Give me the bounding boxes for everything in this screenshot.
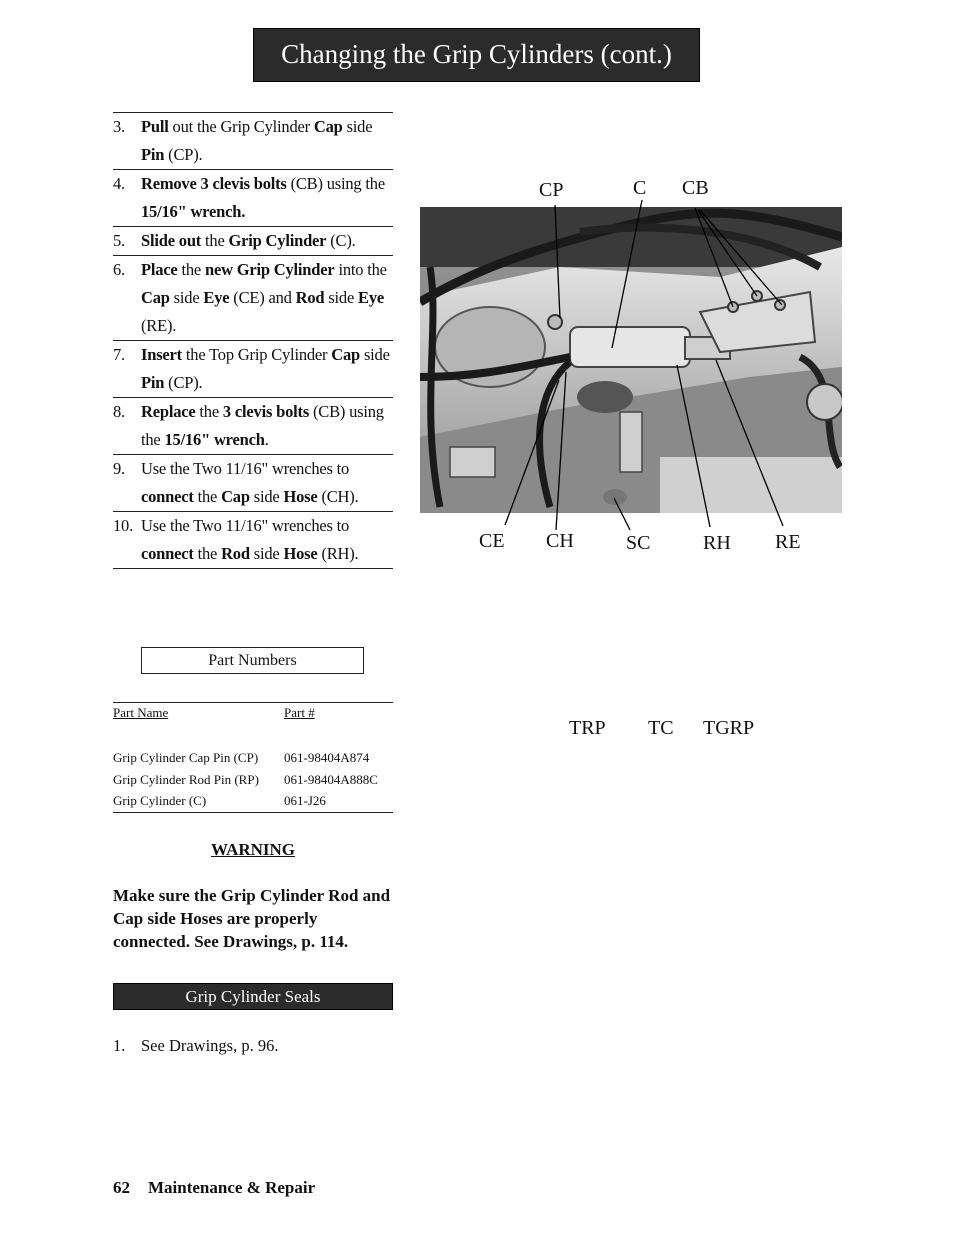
step-number: 1. bbox=[113, 1036, 126, 1055]
step-text: out the Grip Cylinder bbox=[168, 117, 314, 136]
step-emphasis: Hose bbox=[283, 544, 318, 563]
warning-heading: WARNING bbox=[210, 840, 296, 859]
step-text: side bbox=[249, 544, 284, 563]
part-number-cell: 061-98404A888C bbox=[284, 771, 378, 787]
label-trp: TRP bbox=[569, 717, 606, 739]
step-emphasis: 15/16" wrench bbox=[164, 430, 265, 449]
label-sc: SC bbox=[626, 532, 651, 554]
part-number-cell: 061-98404A874 bbox=[284, 750, 370, 765]
step-emphasis: connect bbox=[141, 487, 194, 506]
table-row bbox=[113, 769, 393, 791]
step-text: See Drawings, p. 96. bbox=[141, 1036, 279, 1055]
col-header-part-name: Part Name bbox=[113, 705, 169, 720]
step-emphasis: Pull bbox=[141, 117, 169, 136]
table-row bbox=[113, 790, 393, 812]
step-text: the bbox=[193, 487, 222, 506]
table-row bbox=[113, 747, 393, 769]
step-number: 7. bbox=[113, 345, 125, 364]
step-number: 5. bbox=[113, 231, 125, 250]
part-numbers-table bbox=[113, 702, 393, 813]
step-text: the Top Grip Cylinder bbox=[181, 345, 332, 364]
step-item bbox=[113, 511, 393, 569]
section-name: Maintenance & Repair bbox=[148, 1178, 316, 1197]
step-number: 6. bbox=[113, 260, 125, 279]
step-item bbox=[113, 340, 393, 397]
instruction-steps bbox=[113, 112, 393, 569]
step-text: (CP). bbox=[164, 145, 203, 164]
step-item bbox=[113, 255, 393, 340]
part-number-cell: 061-J26 bbox=[284, 793, 326, 808]
step-text: (CH). bbox=[317, 487, 359, 506]
step-text: side bbox=[324, 288, 359, 307]
label-tgrp: TGRP bbox=[703, 717, 755, 739]
step-number: 10. bbox=[113, 516, 134, 535]
step-emphasis: 3 clevis bolts bbox=[222, 402, 310, 421]
step-item bbox=[113, 226, 393, 255]
step-text: side bbox=[249, 487, 284, 506]
step-emphasis: Cap bbox=[221, 487, 250, 506]
step-text: (C). bbox=[326, 231, 356, 250]
page-footer bbox=[113, 1178, 315, 1198]
step-text: (CE) and bbox=[229, 288, 296, 307]
step-emphasis: Grip Cylinder bbox=[228, 231, 327, 250]
step-text: (RE). bbox=[141, 316, 177, 335]
warning-text: Make sure the Grip Cylinder Rod and Cap side Hoses are properly connected. See Drawings, p. 114. bbox=[113, 886, 391, 951]
label-cp: CP bbox=[539, 179, 564, 201]
step-text: side bbox=[342, 117, 373, 136]
step-emphasis: Cap bbox=[331, 345, 361, 364]
step-item bbox=[113, 169, 393, 226]
seals-step bbox=[113, 1036, 278, 1056]
step-item bbox=[113, 112, 393, 169]
label-tc: TC bbox=[648, 717, 674, 739]
step-text: the bbox=[177, 260, 205, 279]
page-number: 62 bbox=[113, 1178, 130, 1197]
step-number: 9. bbox=[113, 459, 125, 478]
step-emphasis: Slide out bbox=[141, 231, 202, 250]
step-text: . bbox=[264, 430, 269, 449]
step-number: 4. bbox=[113, 174, 125, 193]
step-number: 8. bbox=[113, 402, 125, 421]
step-number: 3. bbox=[113, 117, 125, 136]
step-text: (CB) using the bbox=[141, 402, 384, 449]
page-title: Changing the Grip Cylinders (cont.) bbox=[253, 28, 700, 82]
step-emphasis: Eye bbox=[358, 288, 385, 307]
step-text: Use the Two 11/16" wrenches to bbox=[141, 516, 350, 535]
step-emphasis: Eye bbox=[203, 288, 230, 307]
step-emphasis: Place bbox=[141, 260, 178, 279]
step-text: (RH). bbox=[317, 544, 359, 563]
step-emphasis: Hose bbox=[283, 487, 318, 506]
label-c: C bbox=[633, 177, 647, 199]
step-text: the bbox=[193, 544, 222, 563]
step-emphasis: Insert bbox=[141, 345, 182, 364]
label-ch: CH bbox=[546, 530, 574, 552]
step-text: into the bbox=[334, 260, 387, 279]
step-text: side bbox=[360, 345, 390, 364]
step-text: (CB) using the bbox=[286, 174, 385, 193]
part-name-cell: Grip Cylinder (C) bbox=[113, 793, 207, 808]
step-emphasis: 15/16" wrench. bbox=[141, 202, 246, 221]
label-ce: CE bbox=[479, 530, 505, 552]
step-emphasis: Rod bbox=[295, 288, 325, 307]
step-item bbox=[113, 397, 393, 454]
step-text: the bbox=[195, 402, 223, 421]
step-emphasis: connect bbox=[141, 544, 194, 563]
step-emphasis: Cap bbox=[313, 117, 343, 136]
table-header bbox=[113, 705, 393, 747]
step-emphasis: Cap bbox=[141, 288, 170, 307]
step-text: Use the Two 11/16" wrenches to bbox=[141, 459, 350, 478]
step-emphasis: Pin bbox=[141, 145, 165, 164]
label-rh: RH bbox=[703, 532, 731, 554]
step-text: the bbox=[201, 231, 229, 250]
step-emphasis: Rod bbox=[221, 544, 250, 563]
col-header-part-number: Part # bbox=[284, 705, 315, 720]
label-cb: CB bbox=[682, 177, 709, 199]
step-text: (CP). bbox=[164, 373, 203, 392]
step-emphasis: Pin bbox=[141, 373, 165, 392]
label-re: RE bbox=[775, 531, 801, 553]
part-name-cell: Grip Cylinder Rod Pin (RP) bbox=[113, 771, 259, 787]
grip-cylinder-photo bbox=[420, 207, 842, 513]
step-emphasis: Replace bbox=[141, 402, 196, 421]
step-emphasis: Remove 3 clevis bolts bbox=[141, 174, 287, 193]
step-text: side bbox=[169, 288, 204, 307]
part-numbers-heading: Part Numbers bbox=[141, 647, 364, 674]
step-item bbox=[113, 454, 393, 511]
part-name-cell: Grip Cylinder Cap Pin (CP) bbox=[113, 750, 259, 765]
step-emphasis: new Grip Cylinder bbox=[204, 260, 335, 279]
grip-cylinder-seals-heading: Grip Cylinder Seals bbox=[113, 983, 393, 1010]
